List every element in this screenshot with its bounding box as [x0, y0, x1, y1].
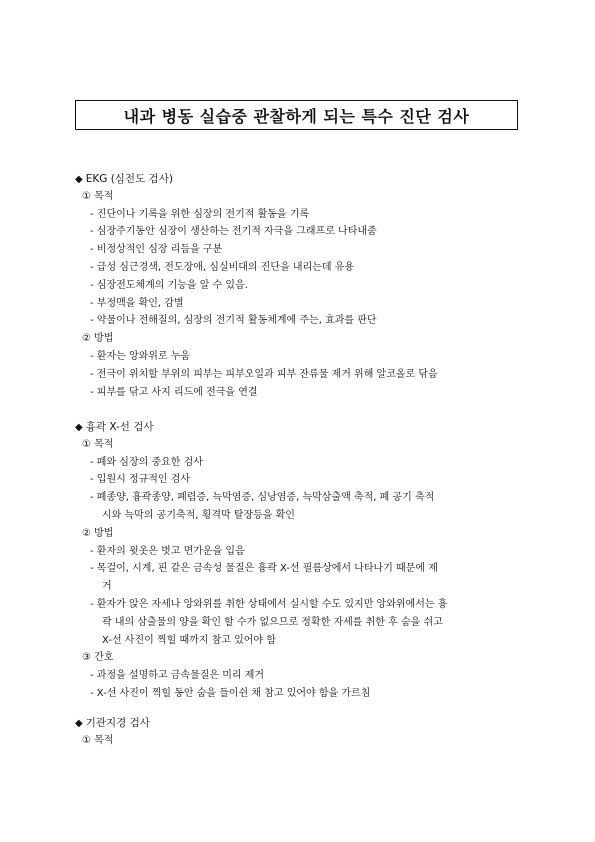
list-item: - 전극이 위치할 부위의 피부는 피부오일과 피부 잔류물 제거 위해 알코올로 닦음 — [90, 368, 438, 380]
list-item: - 심장전도체계의 기능을 알 수 있음. — [90, 279, 248, 291]
page-title: 내과 병동 실습중 관찰하게 되는 특수 진단 검사 — [123, 106, 470, 126]
list-item: - 환자는 앙와위로 누움 — [90, 351, 191, 362]
list-item: 곽 내의 삼출물의 양을 확인 할 수가 없으므로 정확한 자세를 취한 후 숨을 쉬고 — [102, 616, 443, 628]
list-item: - 피부를 닦고 사지 리드에 전극을 연결 — [90, 386, 258, 398]
section-heading — [75, 172, 173, 187]
list-item: 시와 늑막의 공기축적, 횡격막 탈장등을 확인 — [102, 510, 295, 521]
list-item: - 진단이나 기록을 위한 심장의 전기적 활동을 기록 — [90, 208, 310, 220]
subsection-label: ③ 간호 — [82, 652, 114, 664]
diamond-bullet-icon: ◆ — [75, 718, 83, 729]
section-heading-text: EKG (심전도 검사) — [85, 173, 173, 185]
diamond-bullet-icon: ◆ — [75, 422, 83, 433]
list-item: - 비정상적인 심장 리듬을 구분 — [90, 244, 223, 256]
list-item: - 환자의 윗옷은 벗고 면가운을 입음 — [90, 545, 245, 557]
list-item: - 입원시 정규적인 검사 — [90, 474, 191, 486]
list-item: - 급성 심근경색, 전도장애, 심실비대의 진단을 내리는데 유용 — [90, 262, 355, 273]
list-item: 거 — [102, 581, 112, 593]
list-item: - 약물이나 전해질의, 심장의 전기적 활동체계에 주는, 효과를 판단 — [90, 315, 377, 327]
list-item: - 환자가 앉은 자세나 앙와위를 취한 상태에서 실시할 수도 있지만 앙와위에서는 흉 — [90, 599, 448, 610]
subsection-label: ② 방법 — [82, 333, 114, 345]
subsection-label: ① 목적 — [82, 190, 114, 202]
section-heading — [75, 716, 150, 731]
list-item: - 폐와 심장의 중요한 검사 — [90, 456, 203, 468]
list-item: - 부정맥을 확인, 감별 — [90, 297, 184, 309]
list-item: - 심장주기동안 심장이 생산하는 전기적 자극을 그래프로 나타내줌 — [90, 226, 377, 238]
section-heading — [75, 420, 154, 435]
list-item: X-선 사진이 찍힐 때까지 참고 있어야 함 — [102, 634, 276, 646]
list-item: - X-선 사진이 찍힐 동안 숨을 들이쉰 채 참고 있어야 함을 가르침 — [90, 688, 371, 699]
subsection-label: ① 목적 — [82, 734, 114, 746]
section-heading-text: 기관지경 검사 — [85, 717, 150, 729]
list-item: - 목걸이, 시계, 핀 같은 금속성 물질은 흉곽 X-선 필름상에서 나타나기 때문에 제 — [90, 563, 438, 575]
subsection-label: ① 목적 — [82, 438, 114, 450]
subsection-label: ② 방법 — [82, 527, 114, 539]
section-heading-text: 흉곽 X-선 검사 — [85, 421, 154, 433]
diamond-bullet-icon: ◆ — [75, 174, 83, 185]
list-item: - 과정을 설명하고 금속물질은 미리 제거 — [90, 670, 265, 682]
list-item: - 폐종양, 흉곽종양, 폐렴증, 늑막염증, 심낭염증, 늑막삼출액 축적, 폐 공기 축적 — [90, 492, 435, 504]
